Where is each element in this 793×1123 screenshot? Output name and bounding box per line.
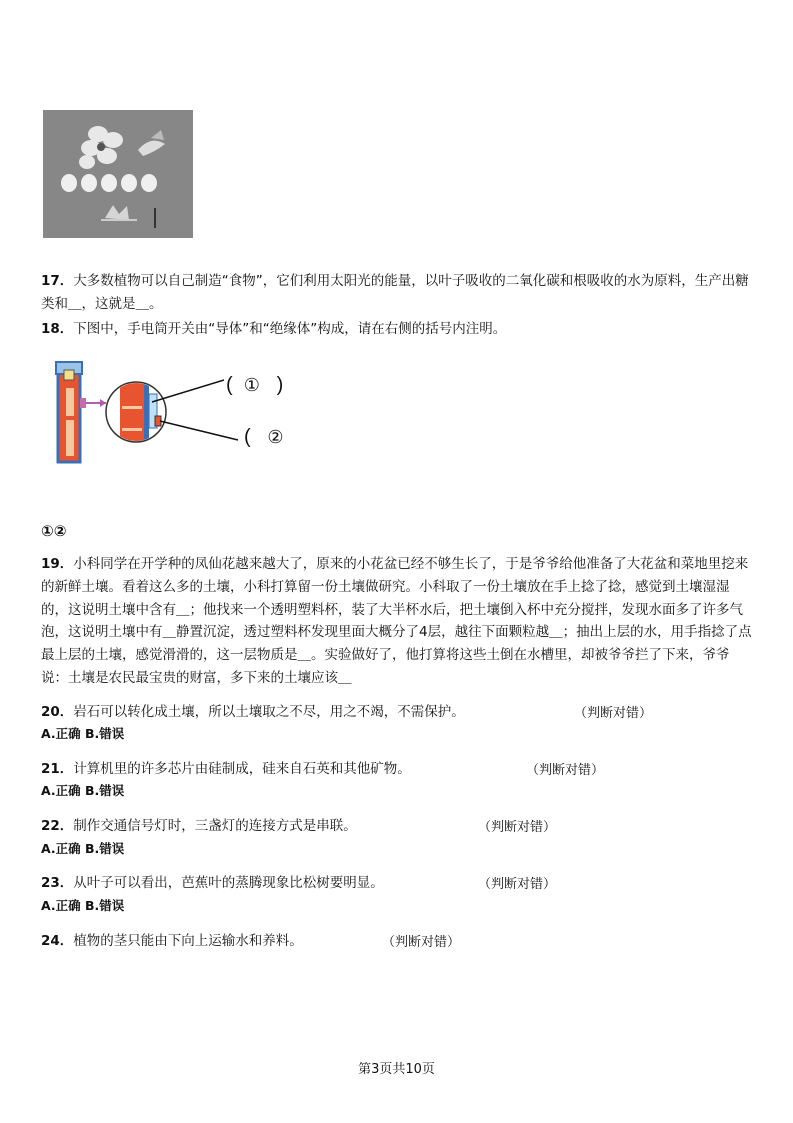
bracket-label-1: ( ① ) xyxy=(226,374,284,396)
question-text: 岩石可以转化成土壤，所以土壤取之不尽，用之不竭，不需保护。 xyxy=(73,704,465,720)
flower-parts-photo xyxy=(43,110,193,238)
judge-hint: （判断对错） xyxy=(478,820,557,835)
question-21 xyxy=(41,758,411,781)
judge-hint: （判断对错） xyxy=(382,935,461,950)
question-20 xyxy=(41,701,465,724)
options: A.正确 B.错误 xyxy=(41,841,125,856)
label-1: ① xyxy=(243,375,260,395)
question-24 xyxy=(41,930,303,953)
label-2: ② xyxy=(267,427,284,447)
options: A.正确 B.错误 xyxy=(41,726,125,741)
question-text: 制作交通信号灯时，三盏灯的连接方式是串联。 xyxy=(73,818,357,834)
judge-hint: （判断对错） xyxy=(526,763,605,778)
page-footer: 第3页共10页 xyxy=(358,1062,435,1077)
question-text: 植物的茎只能由下向上运输水和养料。 xyxy=(73,933,303,949)
judge-hint: （判断对错） xyxy=(574,706,653,721)
question-number: 19． xyxy=(41,556,74,572)
judge-hint: （判断对错） xyxy=(478,877,557,892)
question-text: 从叶子可以看出，芭蕉叶的蒸腾现象比松树要明显。 xyxy=(73,875,384,891)
question-number: 22． xyxy=(41,818,74,834)
question-text: 下图中，手电筒开关由“导体”和“绝缘体”构成，请在右侧的括号内注明。 xyxy=(73,321,507,337)
question-number: 24． xyxy=(41,933,74,949)
question-number: 17． xyxy=(41,273,74,289)
question-19 xyxy=(41,553,753,690)
options: A.正确 B.错误 xyxy=(41,898,125,913)
question-number: 18． xyxy=(41,321,74,337)
question-number: 23． xyxy=(41,875,74,891)
question-23 xyxy=(41,872,384,895)
question-number: 21． xyxy=(41,761,74,777)
question-text: 小科同学在开学种的凤仙花越来越大了，原来的小花盆已经不够生长了，于是爷爷给他准备了大花盆和菜地里挖来的新鲜土壤。看着这么多的土壤，小科打算留一份土壤做研究。小科取了一份土壤放在手上捻了捻，感觉到土壤湿湿的，这说明土壤中含有＿；他找来一个透明塑料杯，装了大半杯水后，把土壤倒入杯中充分搅拌，发现水面多了许多气泡，这说明土壤中有＿静置沉淀，透过塑料杯发现里面大概分了4层，越往下面颗粒越＿；抽出上层的水，用手指捻了点最上层的土壤，感觉滑滑的，这一层物质是＿。实验做好了，他打算将这些土倒在水槽里，却被爷爷拦了下来，爷爷说：土壤是农民最宝贵的财富，多下来的土壤应该＿ xyxy=(41,556,752,686)
options: A.正确 B.错误 xyxy=(41,783,125,798)
bracket-label-2: ( ② xyxy=(244,426,284,448)
question-text: 计算机里的许多芯片由硅制成，硅来自石英和其他矿物。 xyxy=(73,761,411,777)
question-22 xyxy=(41,815,357,838)
q18-answer-line: ①② xyxy=(41,522,67,540)
question-text: 大多数植物可以自己制造“食物”，它们利用太阳光的能量，以叶子吸收的二氧化碳和根吸收的水为原料，生产出糖类和＿，这就是＿。 xyxy=(41,273,749,312)
question-number: 20． xyxy=(41,704,74,720)
question-17 xyxy=(41,270,753,315)
question-18 xyxy=(41,318,753,341)
